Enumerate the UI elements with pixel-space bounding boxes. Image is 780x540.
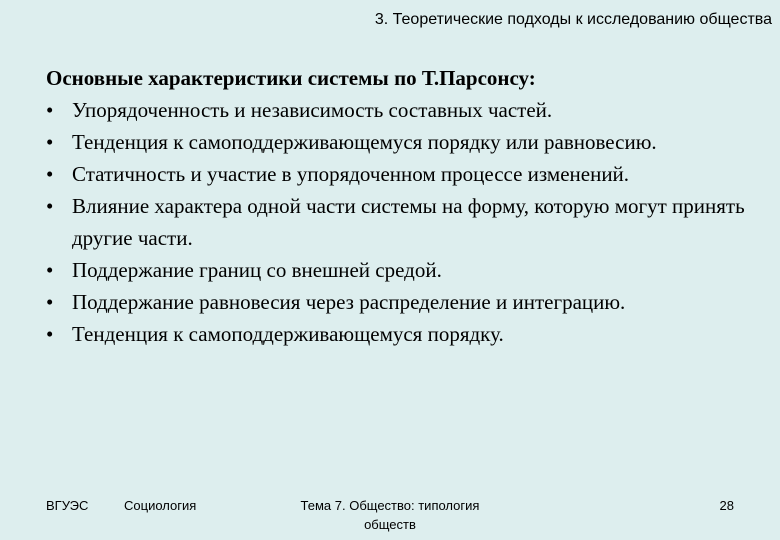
footer-subject: Социология — [124, 498, 197, 513]
list-item — [46, 158, 774, 190]
characteristics-list — [46, 94, 774, 350]
slide-content — [46, 62, 774, 350]
list-item — [46, 190, 774, 254]
slide-heading: Основные характеристики системы по Т.Парсонсу: — [46, 66, 536, 90]
list-item-text: Статичность и участие в упорядоченном процессе изменений. — [72, 162, 630, 186]
footer-page-number: 28 — [719, 498, 734, 513]
list-item — [46, 94, 774, 126]
list-item-text: Тенденция к самоподдерживающемуся порядку. — [72, 322, 504, 346]
list-item-text: Влияние характера одной части системы на форму, которую могут принять другие части. — [72, 194, 745, 250]
list-item-text: Упорядоченность и независимость составных частей. — [72, 98, 553, 122]
bullet-icon: • — [46, 258, 54, 282]
bullet-icon: • — [46, 322, 54, 346]
bullet-icon: • — [46, 130, 54, 154]
bullet-icon: • — [46, 162, 54, 186]
list-item-text: Тенденция к самоподдерживающемуся порядку или равновесию. — [72, 130, 657, 154]
footer-organization: ВГУЭС — [46, 498, 89, 513]
bullet-icon: • — [46, 98, 54, 122]
list-item — [46, 254, 774, 286]
slide-header-title: 3. Теоретические подходы к исследованию общества — [374, 11, 772, 28]
list-item — [46, 126, 774, 158]
list-item-text: Поддержание границ со внешней средой. — [72, 258, 442, 282]
list-item-text: Поддержание равновесия через распределение и интеграцию. — [72, 290, 626, 314]
list-item — [46, 318, 774, 350]
list-item — [46, 286, 774, 318]
bullet-icon: • — [46, 290, 54, 314]
footer-topic: Тема 7. Общество: типология обществ — [300, 498, 480, 532]
bullet-icon: • — [46, 194, 54, 218]
